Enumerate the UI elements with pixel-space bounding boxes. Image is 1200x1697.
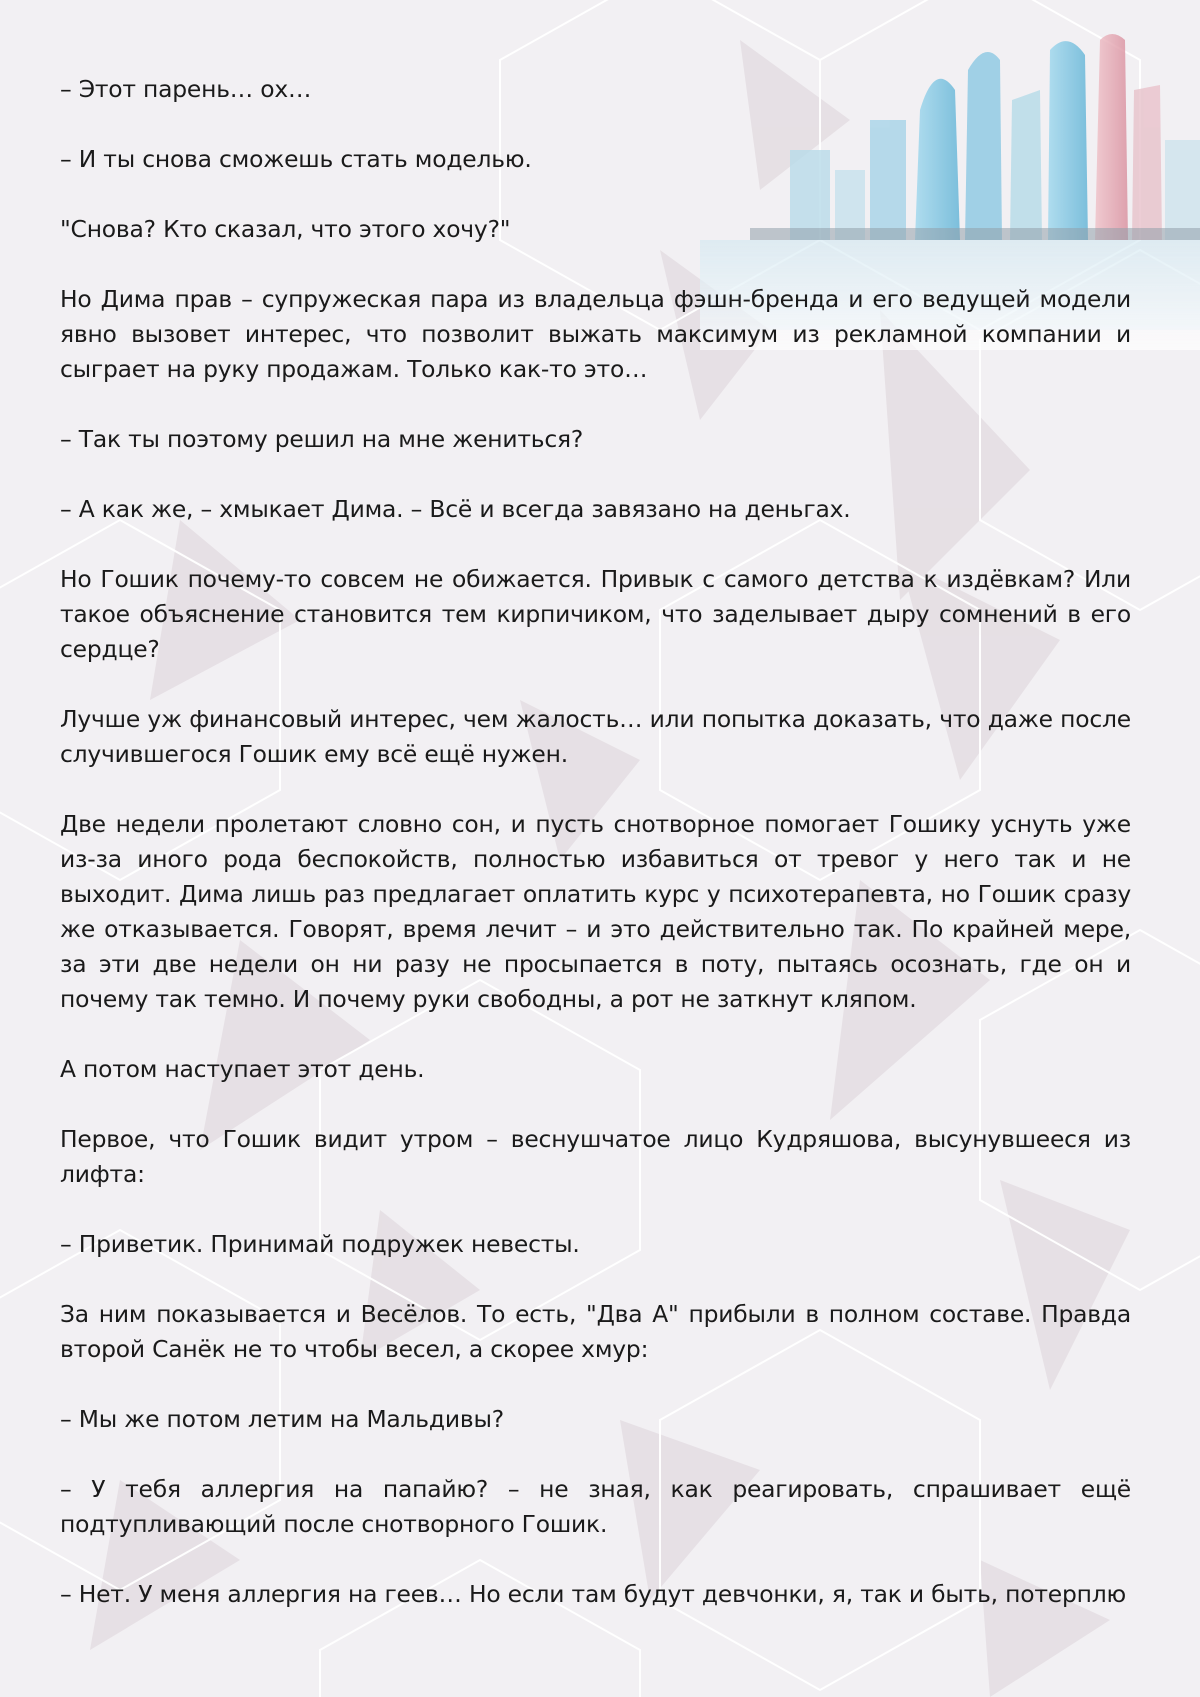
paragraph: Но Дима прав – супружеская пара из владельца фэшн-бренда и его ведущей модели явно вызовет интерес, что позволит выжать максимум из рекламной компании и сыграет на руку продажам. Только как-то это… bbox=[60, 285, 1131, 383]
paragraph: – Так ты поэтому решил на мне жениться? bbox=[60, 425, 584, 453]
paragraph: – А как же, – хмыкает Дима. – Всё и всегда завязано на деньгах. bbox=[60, 495, 851, 523]
paragraph: А потом наступает этот день. bbox=[60, 1055, 425, 1083]
paragraph: – Нет. У меня аллергия на геев… Но если там будут девчонки, я, так и быть, потерплю bbox=[60, 1580, 1126, 1608]
paragraph: За ним показывается и Весёлов. То есть, "Два А" прибыли в полном составе. Правда второй Санёк не то чтобы весел, а скорее хмур: bbox=[60, 1300, 1131, 1363]
paragraph: – Этот парень… ох… bbox=[60, 75, 312, 103]
document-body bbox=[60, 72, 1131, 1612]
paragraph: – Приветик. Принимай подружек невесты. bbox=[60, 1230, 580, 1258]
paragraph: Первое, что Гошик видит утром – веснушчатое лицо Кудряшова, высунувшееся из лифта: bbox=[60, 1125, 1131, 1188]
paragraph: – И ты снова сможешь стать моделью. bbox=[60, 145, 532, 173]
paragraph: – У тебя аллергия на папайю? – не зная, как реагировать, спрашивает ещё подтупливающий после снотворного Гошик. bbox=[60, 1475, 1131, 1538]
paragraph: "Снова? Кто сказал, что этого хочу?" bbox=[60, 215, 511, 243]
paragraph: Две недели пролетают словно сон, и пусть снотворное помогает Гошику уснуть уже из-за иного рода беспокойств, полностью избавиться от тревог у него так и не выходит. Дима лишь раз предлагает оплатить курс у психотерапевта, но Гошик сразу же отказывается. Говорят, время лечит – и это действительно так. По крайней мере, за эти две недели он ни разу не просыпается в поту, пытаясь осознать, где он и почему так темно. И почему руки свободны, а рот не заткнут кляпом. bbox=[60, 810, 1131, 1013]
paragraph: Но Гошик почему-то совсем не обижается. Привык с самого детства к издёвкам? Или такое объяснение становится тем кирпичиком, что заделывает дыру сомнений в его сердце? bbox=[60, 565, 1131, 663]
paragraph: – Мы же потом летим на Мальдивы? bbox=[60, 1405, 504, 1433]
paragraph: Лучше уж финансовый интерес, чем жалость… или попытка доказать, что даже после случившегося Гошик ему всё ещё нужен. bbox=[60, 705, 1131, 768]
